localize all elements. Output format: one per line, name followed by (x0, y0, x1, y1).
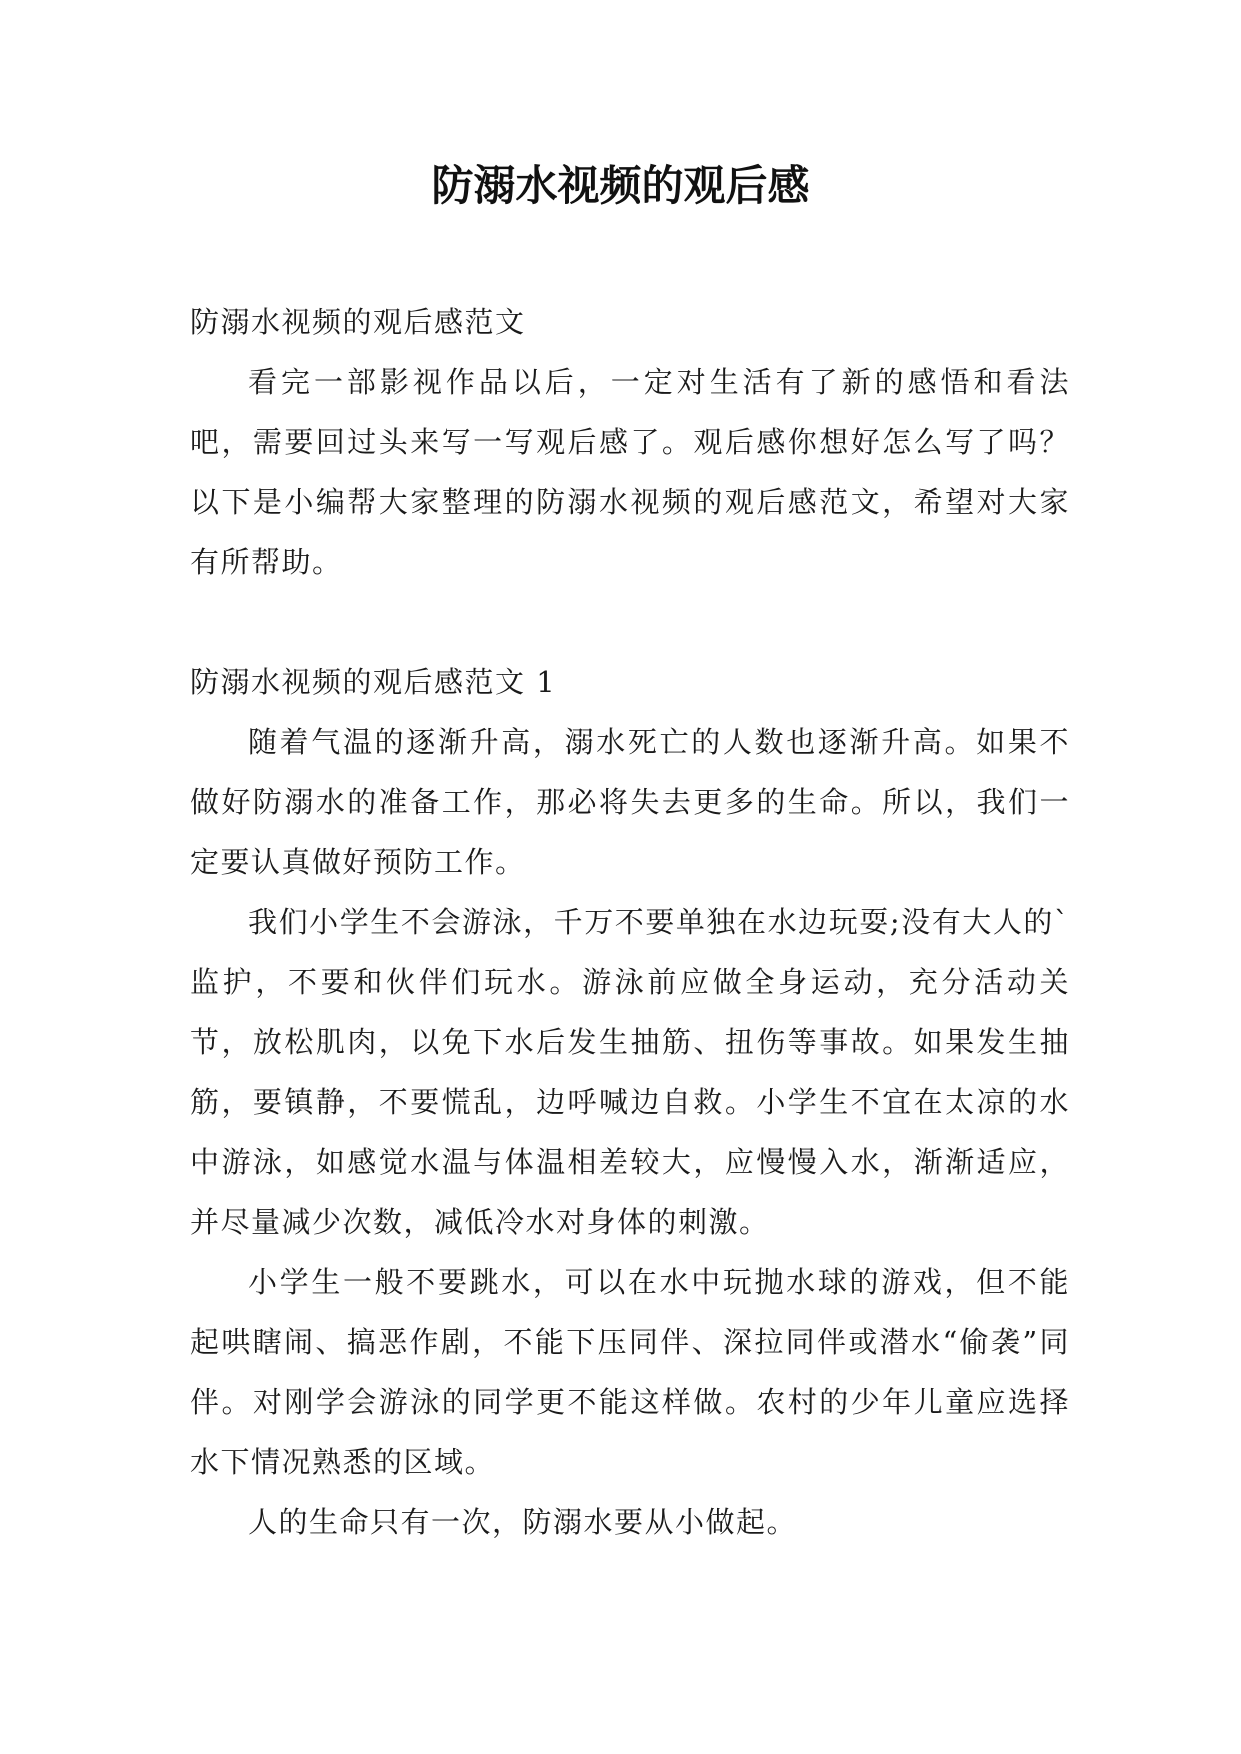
section1-heading: 防溺水视频的观后感范文 1 (190, 665, 557, 699)
section1-paragraph-2: 我们小学生不会游泳，千万不要单独在水边玩耍;没有大人的`监护，不要和伙伴们玩水。游泳前应做全身运动，充分活动关节，放松肌肉，以免下水后发生抽筋、扭伤等事故。如果发生抽筋，要镇静，不要慌乱，边呼喊边自救。小学生不宜在太凉的水中游泳，如感觉水温与体温相差较大，应慢慢入水，渐渐适应，并尽量减少次数，减低冷水对身体的刺激。 (190, 905, 1070, 1239)
section1-paragraph-3: 小学生一般不要跳水，可以在水中玩抛水球的游戏，但不能起哄瞎闹、搞恶作剧，不能下压同伴、深拉同伴或潜水“偷袭”同伴。对刚学会游泳的同学更不能这样做。农村的少年儿童应选择水下情况熟悉的区域。 (190, 1265, 1070, 1479)
section-spacer (190, 592, 1070, 652)
document-title: 防溺水视频的观后感 (431, 161, 810, 210)
document-body (190, 292, 1070, 1552)
intro-paragraph: 看完一部影视作品以后，一定对生活有了新的感悟和看法吧，需要回过头来写一写观后感了。观后感你想好怎么写了吗？以下是小编帮大家整理的防溺水视频的观后感范文，希望对大家有所帮助。 (190, 365, 1070, 579)
intro-heading: 防溺水视频的观后感范文 (190, 305, 526, 339)
section1-paragraph-4: 人的生命只有一次，防溺水要从小做起。 (248, 1505, 798, 1539)
section1-paragraph-1: 随着气温的逐渐升高，溺水死亡的人数也逐渐升高。如果不做好防溺水的准备工作，那必将失去更多的生命。所以，我们一定要认真做好预防工作。 (190, 725, 1070, 879)
